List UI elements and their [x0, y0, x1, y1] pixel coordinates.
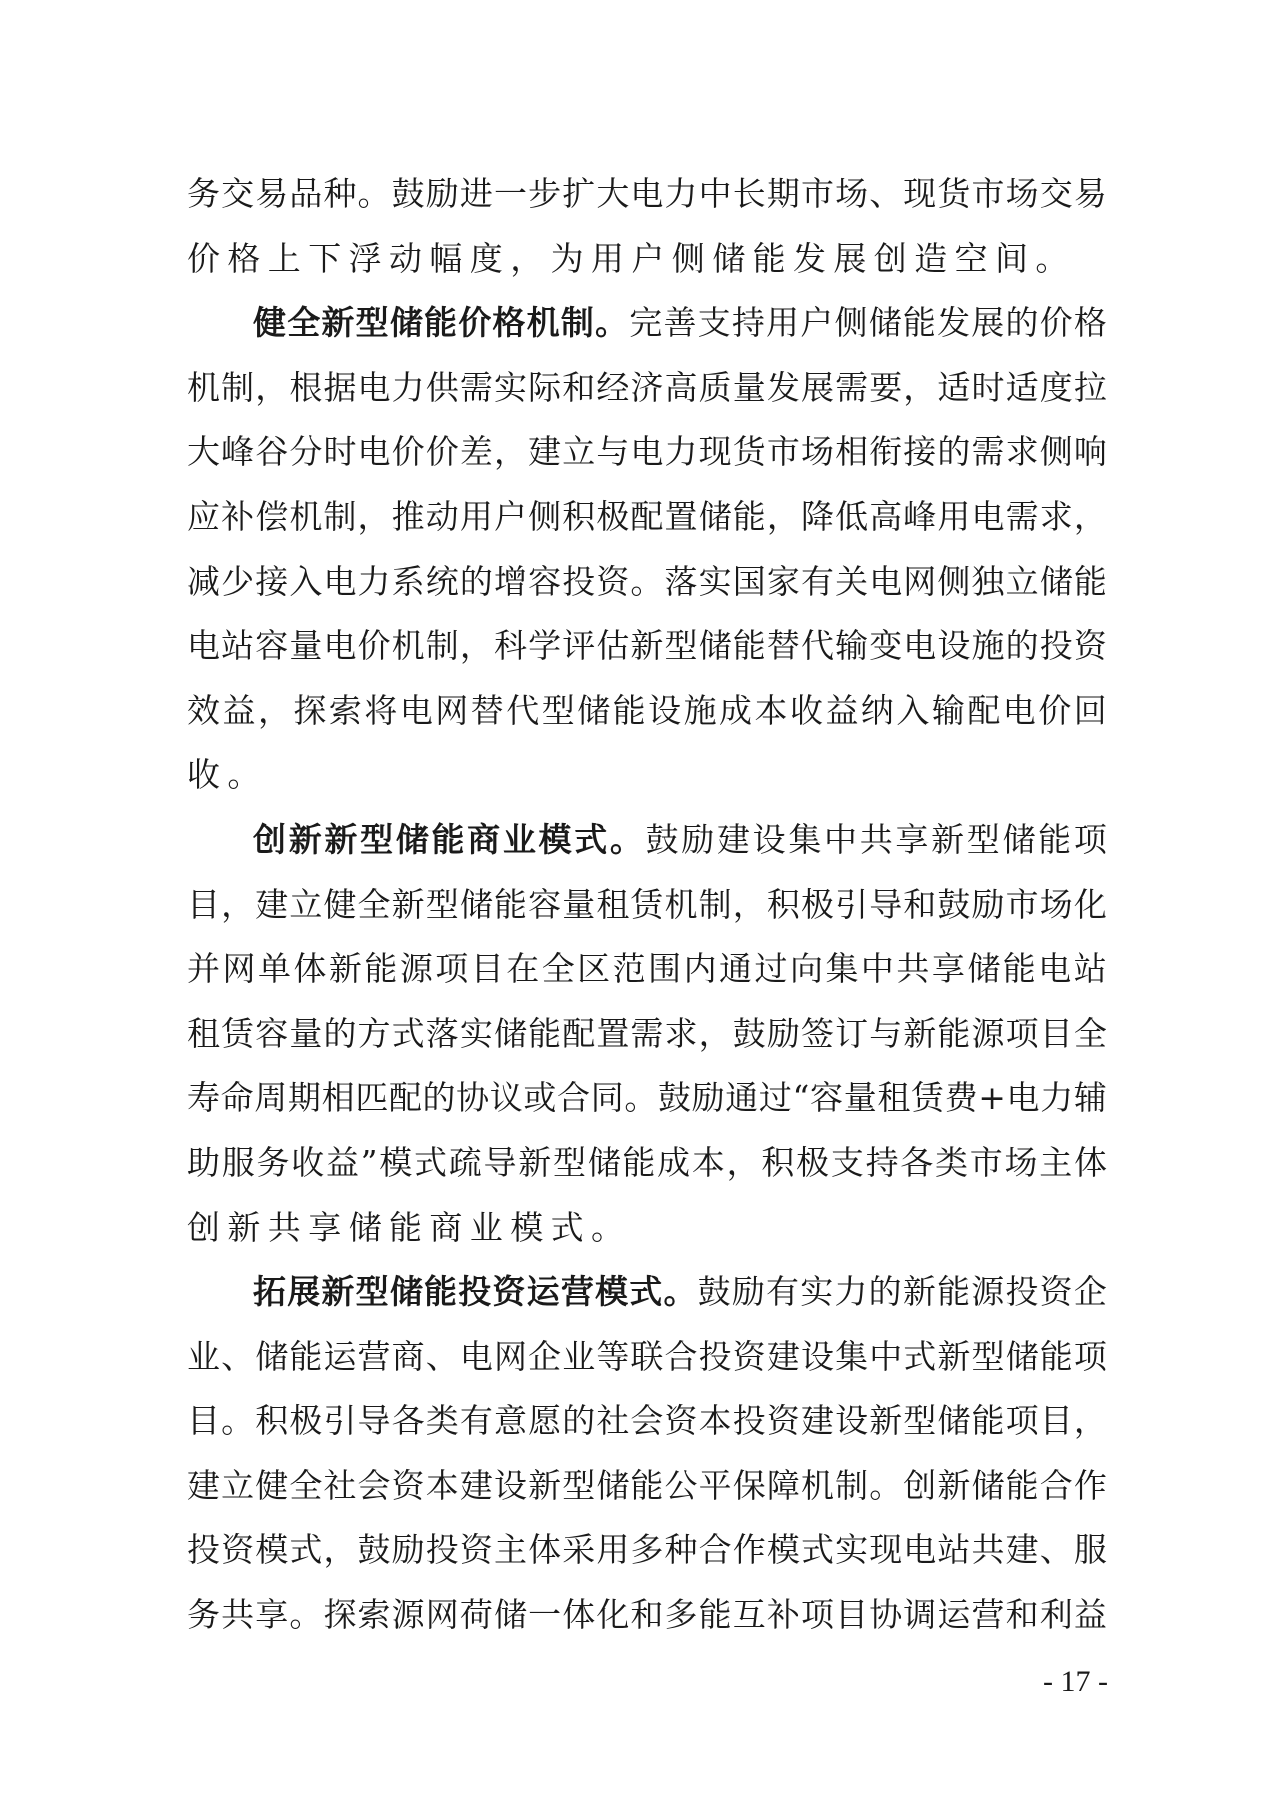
- document-body: [187, 162, 1107, 1648]
- text-line: 寿 命 周 期 相 匹 配 的 协 议 或 合 同 。 鼓 励 通 过 “ 容 量 租 赁 费 + 电 力 辅: [187, 1078, 1107, 1118]
- text-line: 创 新 新 型 储 能 商 业 模 式 。 鼓 励 建 设 集 中 共 享 新 型 储 能 项: [253, 819, 1107, 859]
- text-line: 大 峰 谷 分 时 电 价 价 差 ， 建 立 与 电 力 现 货 市 场 相 衔 接 的 需 求 侧 响: [187, 432, 1107, 472]
- text-line: 助 服 务 收 益 ” 模 式 疏 导 新 型 储 能 成 本 ， 积 极 支 持 各 类 市 场 主 体: [187, 1142, 1107, 1182]
- text-line: 效 益 ， 探 索 将 电 网 替 代 型 储 能 设 施 成 本 收 益 纳 入 输 配 电 价 回: [187, 690, 1107, 730]
- line-text: 创新共享储能商业模式。: [187, 1207, 632, 1247]
- text-line: [187, 743, 1107, 808]
- text-line: 目 。 积 极 引 导 各 类 有 意 愿 的 社 会 资 本 投 资 建 设 新 型 储 能 项 目 ，: [187, 1401, 1107, 1441]
- text-line: 机 制 ， 根 据 电 力 供 需 实 际 和 经 济 高 质 量 发 展 需 要 ， 适 时 适 度 拉: [187, 367, 1107, 407]
- text-line: 拓 展 新 型 储 能 投 资 运 营 模 式 。 鼓 励 有 实 力 的 新 能 源 投 资 企: [253, 1272, 1107, 1312]
- text-line: 减 少 接 入 电 力 系 统 的 增 容 投 资 。 落 实 国 家 有 关 电 网 侧 独 立 储 能: [187, 561, 1107, 601]
- line-text: 收。: [187, 755, 268, 795]
- text-line: 投 资 模 式 ， 鼓 励 投 资 主 体 采 用 多 种 合 作 模 式 实 现 电 站 共 建 、 服: [187, 1530, 1107, 1570]
- text-line: 目 ， 建 立 健 全 新 型 储 能 容 量 租 赁 机 制 ， 积 极 引 导 和 鼓 励 市 场 化: [187, 884, 1107, 924]
- text-line: 电 站 容 量 电 价 机 制 ， 科 学 评 估 新 型 储 能 替 代 输 变 电 设 施 的 投 资: [187, 626, 1107, 666]
- text-line: 应 补 偿 机 制 ， 推 动 用 户 侧 积 极 配 置 储 能 ， 降 低 高 峰 用 电 需 求 ，: [187, 496, 1107, 536]
- text-line: 建 立 健 全 社 会 资 本 建 设 新 型 储 能 公 平 保 障 机 制 。 创 新 储 能 合 作: [187, 1465, 1107, 1505]
- line-text: 价格上下浮动幅度，为用户侧储能发展创造空间。: [187, 238, 1076, 278]
- text-line: 租 赁 容 量 的 方 式 落 实 储 能 配 置 需 求 ， 鼓 励 签 订 与 新 能 源 项 目 全: [187, 1013, 1107, 1053]
- text-line: 务 共 享 。 探 索 源 网 荷 储 一 体 化 和 多 能 互 补 项 目 协 调 运 营 和 利 益: [187, 1595, 1107, 1635]
- text-line: 务 交 易 品 种 。 鼓 励 进 一 步 扩 大 电 力 中 长 期 市 场 、 现 货 市 场 交 易: [187, 174, 1107, 213]
- text-line: [187, 227, 1107, 292]
- text-line: 并 网 单 体 新 能 源 项 目 在 全 区 范 围 内 通 过 向 集 中 共 享 储 能 电 站: [187, 949, 1107, 989]
- text-line: [187, 1196, 1107, 1261]
- page-number: - 17 -: [1043, 1665, 1108, 1698]
- text-line: 业 、 储 能 运 营 商 、 电 网 企 业 等 联 合 投 资 建 设 集 中 式 新 型 储 能 项: [187, 1336, 1107, 1376]
- text-line: 健 全 新 型 储 能 价 格 机 制 。 完 善 支 持 用 户 侧 储 能 发 展 的 价 格: [253, 303, 1107, 343]
